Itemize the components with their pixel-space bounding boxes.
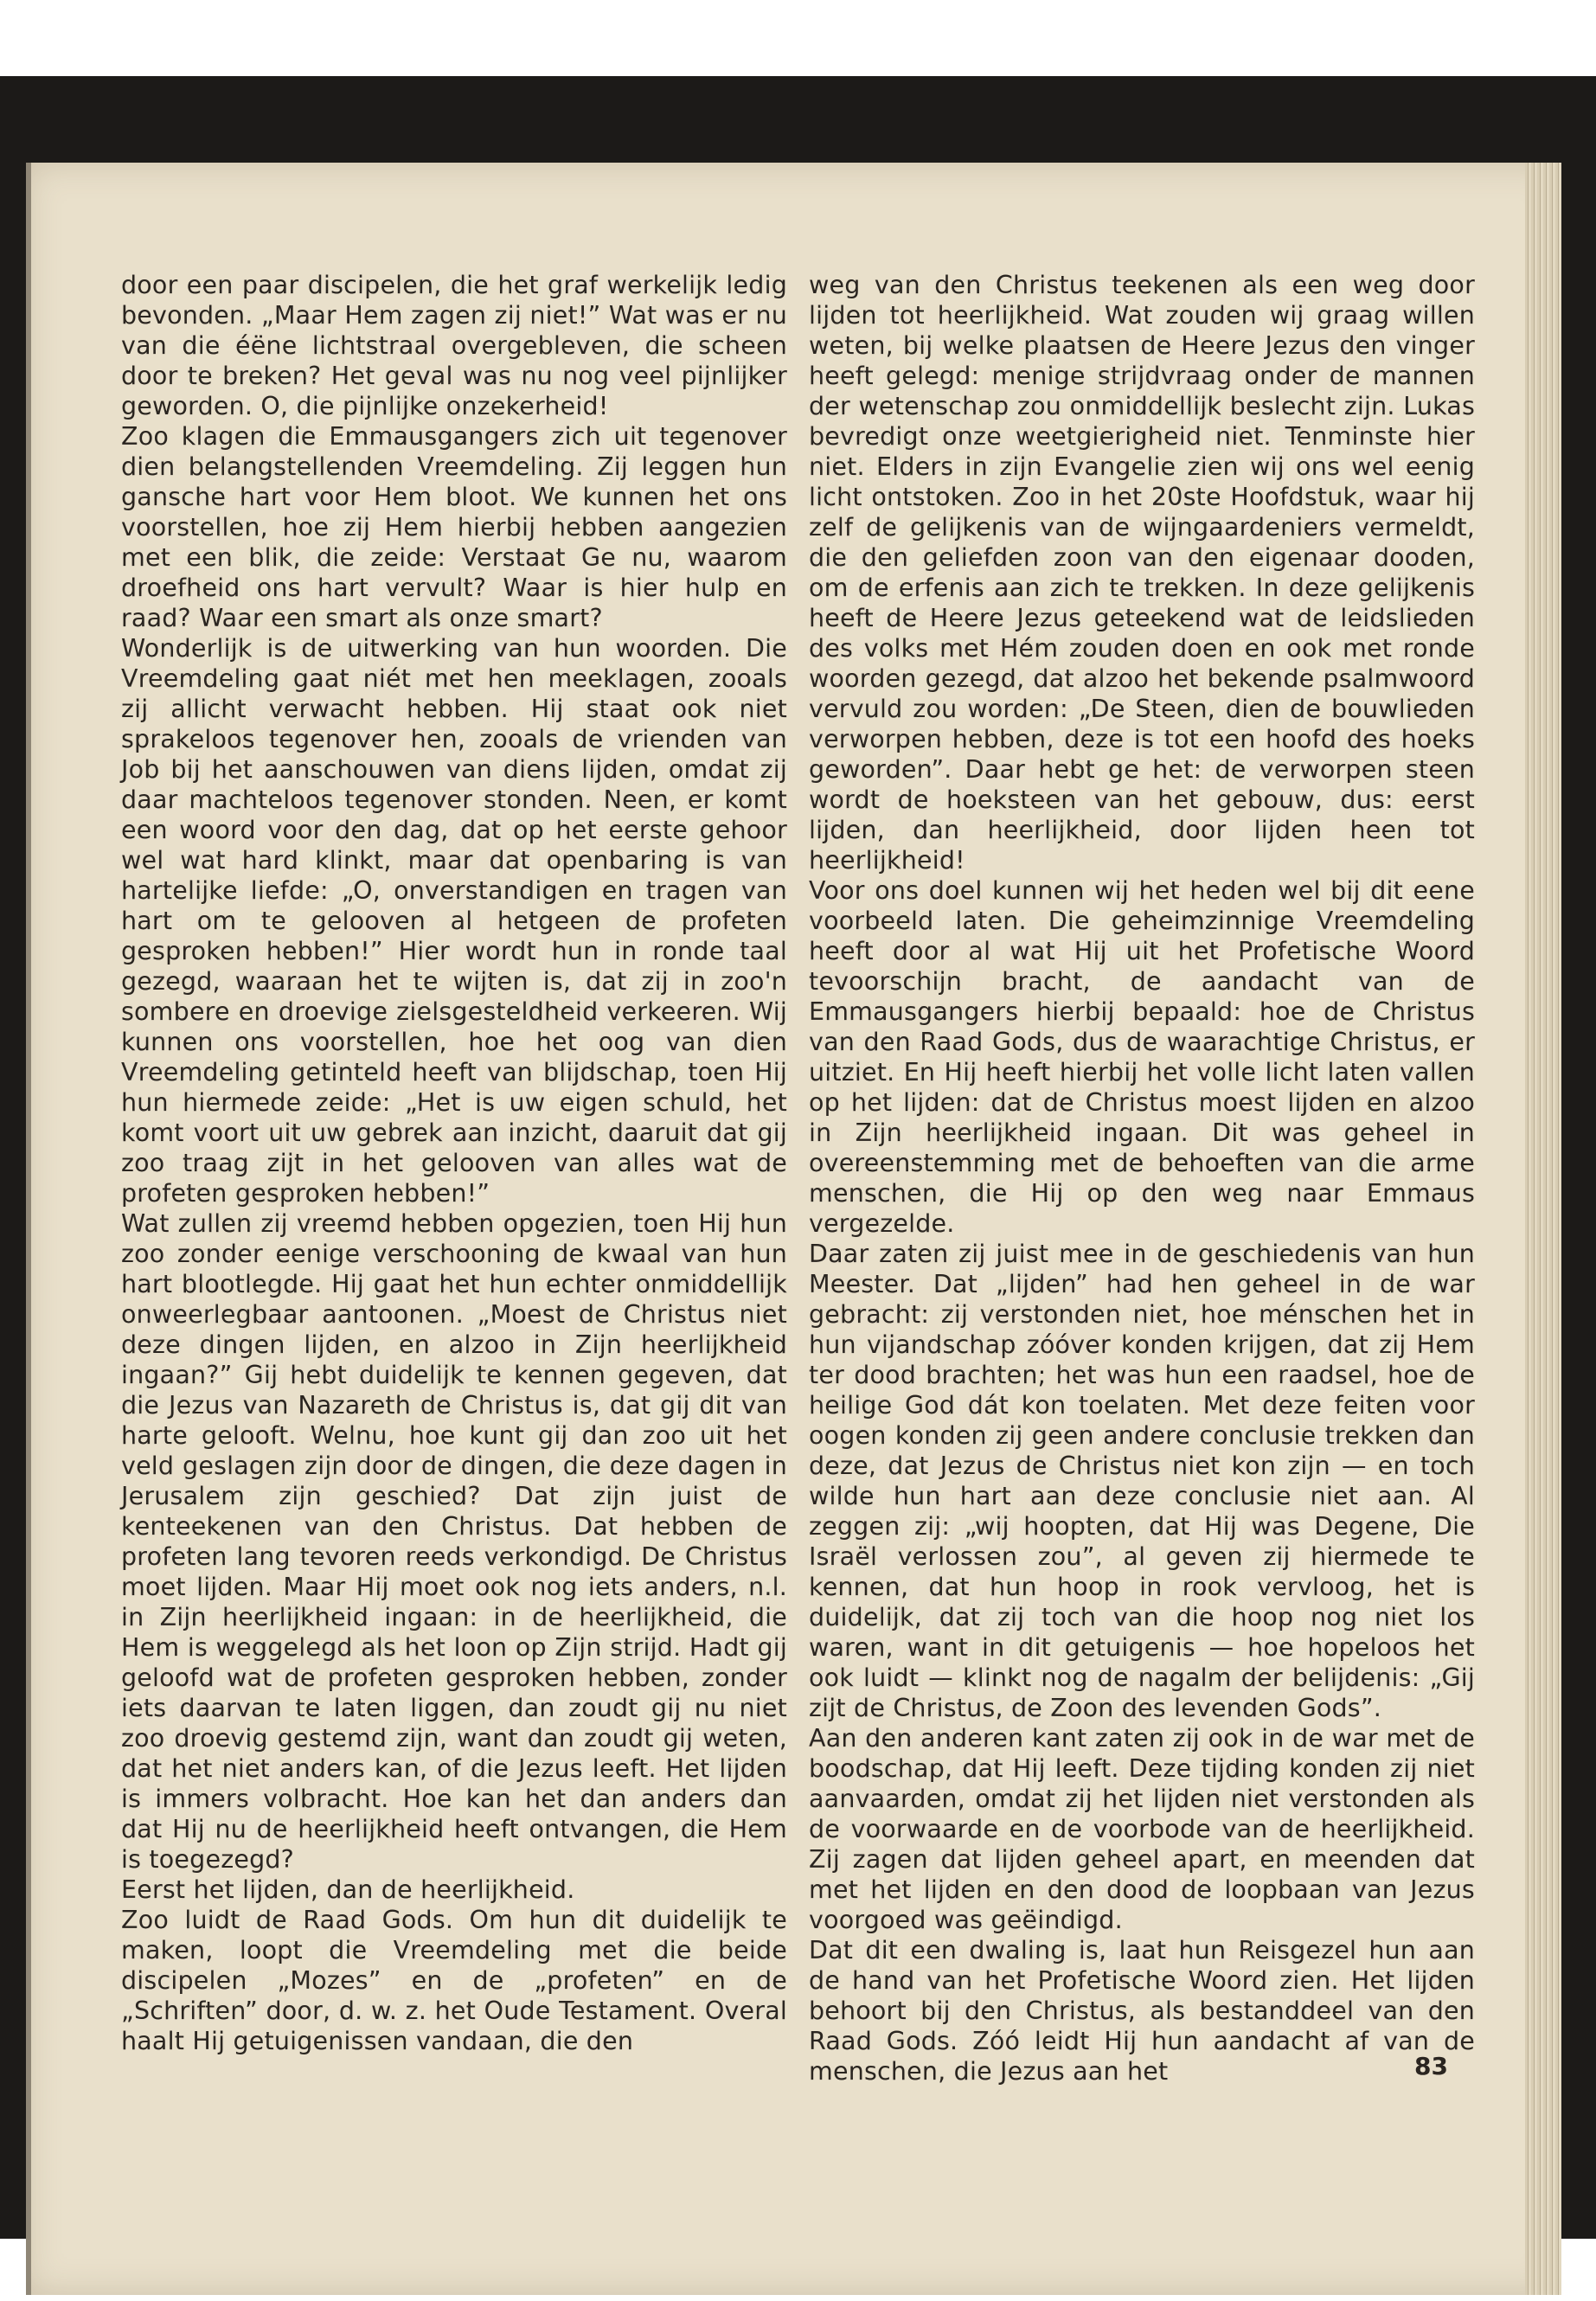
paragraph: door een paar discipelen, die het graf werkelijk ledig bevonden. „Maar Hem zagen zij niet!” Wat was er nu van die éëne lichtstraal overgebleven, die scheen door te breken? Het geval was nu nog veel pijnlijker geworden. O, die pijnlijke onzekerheid! (121, 271, 787, 420)
paragraph: Zoo luidt de Raad Gods. Om hun dit duidelijk te maken, loopt die Vreemdeling met die beide discipelen „Mozes” en de „profeten” en de „Schriften” door, d. w. z. het Oude Testament. Overal haalt Hij getuigenissen vandaan, die den (121, 1906, 787, 2055)
page-number: 83 (1414, 2052, 1448, 2080)
paragraph: Aan den anderen kant zaten zij ook in de war met de boodschap, dat Hij leeft. Deze tijding konden zij niet aanvaarden, omdat zij het lijden niet verstonden als de voorwaarde en de voorbode van de heerlijkheid. Zij zagen dat lijden geheel apart, en meenden dat met het lijden en den dood de loopbaan van Jezus voorgoed was geëindigd. (809, 1724, 1475, 1934)
book-page (26, 163, 1561, 2295)
paragraph: Voor ons doel kunnen wij het heden wel bij dit eene voorbeeld laten. Die geheimzinnige Vreemdeling heeft door al wat Hij uit het Profetische Woord tevoorschijn bracht, de aandacht van de Emmausgangers hierbij bepaald: hoe de Christus van den Raad Gods, dus de waarachtige Christus, er uitziet. En Hij heeft hierbij het volle licht laten vallen op het lijden: dat de Christus moest lijden en alzoo in Zijn heerlijkheid ingaan. Dit was geheel in overeenstemming met de behoeften van die arme menschen, die Hij op den weg naar Emmaus vergezelde. (809, 876, 1475, 1238)
page-spine (26, 163, 31, 2295)
paragraph: Eerst het lijden, dan de heerlijkheid. (121, 1875, 575, 1904)
paragraph: Wat zullen zij vreemd hebben opgezien, toen Hij hun zoo zonder eenige verschooning de kwaal van hun hart blootlegde. Hij gaat het hun echter onmiddellijk onweerlegbaar aantoonen. „Moest de Christus niet deze dingen lijden, en alzoo in Zijn heerlijkheid ingaan?” Gij hebt duidelijk te kennen gegeven, dat die Jezus van Nazareth de Christus is, dat gij dit van harte gelooft. Welnu, hoe kunt gij dan zoo uit het veld geslagen zijn door de dingen, die deze dagen in Jerusalem zijn geschied? Dat zijn juist de kenteekenen van den Christus. Dat hebben de profeten lang tevoren reeds verkondigd. De Christus moet lijden. Maar Hij moet ook nog iets anders, n.l. in Zijn heerlijkheid ingaan: in de heerlijkheid, die Hem is weggelegd als het loon op Zijn strijd. Hadt gij geloofd wat de profeten gesproken hebben, zonder iets daarvan te laten liggen, dan zoudt gij nu niet zoo droevig gestemd zijn, want dan zoudt gij weten, dat het niet anders kan, of die Jezus leeft. Het lijden is immers volbracht. Hoe kan het dan anders dan dat Hij nu de heerlijkheid heeft ontvangen, die Hem is toegezegd? (121, 1209, 787, 1874)
paragraph: Zoo klagen die Emmausgangers zich uit tegenover dien belangstellenden Vreemdeling. Zij leggen hun gansche hart voor Hem bloot. We kunnen het ons voorstellen, hoe zij Hem hierbij hebben aangezien met een blik, die zeide: Verstaat Ge nu, waarom droefheid ons hart vervult? Waar is hier hulp en raad? Waar een smart als onze smart? (121, 422, 787, 632)
paragraph: weg van den Christus teekenen als een weg door lijden tot heerlijkheid. Wat zouden wij graag willen weten, bij welke plaatsen de Heere Jezus den vinger heeft gelegd: menige strijdvraag onder de mannen der wetenschap zou onmiddellijk beslecht zijn. Lukas bevredigt onze weetgierigheid niet. Tenminste hier niet. Elders in zijn Evangelie zien wij ons wel eenig licht ontstoken. Zoo in het 20ste Hoofdstuk, waar hij zelf de gelijkenis van de wijngaardeniers vermeldt, die den geliefden zoon van den eigenaar dooden, om de erfenis aan zich te trekken. In deze gelijkenis heeft de Heere Jezus geteekend wat de leidslieden des volks met Hém zouden doen en ook met ronde woorden gezegd, dat alzoo het bekende psalmwoord vervuld zou worden: „De Steen, dien de bouwlieden verworpen hebben, deze is tot een hoofd des hoeks geworden”. Daar hebt ge het: de verworpen steen wordt de hoeksteen van het gebouw, dus: eerst lijden, dan heerlijkheid, door lijden heen tot heerlijkheid! (809, 271, 1475, 875)
paragraph: Wonderlijk is de uitwerking van hun woorden. Die Vreemdeling gaat niét met hen meeklagen, zooals zij allicht verwacht hebben. Hij staat ook niet sprakeloos tegenover hen, zooals de vrienden van Job bij het aanschouwen van diens lijden, omdat zij daar machteloos tegenover stonden. Neen, er komt een woord voor den dag, dat op het eerste gehoor wel wat hard klinkt, maar dat openbaring is van hartelijke liefde: „O, onverstandigen en tragen van hart om te gelooven al hetgeen de profeten gesproken hebben!” Hier wordt hun in ronde taal gezegd, waaraan het te wijten is, dat zij in zoo'n sombere en droevige zielsgesteldheid verkeeren. Wij kunnen ons voorstellen, hoe het oog van dien Vreemdeling getinteld heeft van blijdschap, toen Hij hun hiermede zeide: „Het is uw eigen schuld, het komt voort uit uw gebrek aan inzicht, daaruit dat gij zoo traag zijt in het gelooven van alles wat de profeten gesproken hebben!” (121, 634, 787, 1208)
book-cover (0, 76, 1596, 2239)
right-column (809, 270, 1475, 2086)
paragraph: Daar zaten zij juist mee in de geschiedenis van hun Meester. Dat „lijden” had hen geheel in de war gebracht: zij verstonden niet, hoe ménschen het in hun vijandschap zóóver konden krijgen, dat zij Hem ter dood brachten; het was hun een raadsel, hoe de heilige God dát kon toelaten. Met deze feiten voor oogen konden zij geen andere conclusie trekken dan deze, dat Jezus de Christus niet kon zijn — en toch wilde hun hart aan deze conclusie niet aan. Al zeggen zij: „wij hoopten, dat Hij was Degene, Die Israël verlossen zou”, al geven zij hiermede te kennen, dat hun hoop in rook vervloog, het is duidelijk, dat zij toch van die hoop nog niet los waren, want in dit getuigenis — hoe hopeloos het ook luidt — klinkt nog de nagalm der belijdenis: „Gij zijt de Christus, de Zoon des levenden Gods”. (809, 1240, 1475, 1722)
page-edge (1525, 163, 1561, 2295)
left-column (121, 270, 787, 2056)
paragraph: Dat dit een dwaling is, laat hun Reisgezel hun aan de hand van het Profetische Woord zien. Het lijden behoort bij den Christus, als bestanddeel van den Raad Gods. Zóó leidt Hij hun aandacht af van de menschen, die Jezus aan het (809, 1936, 1475, 2086)
